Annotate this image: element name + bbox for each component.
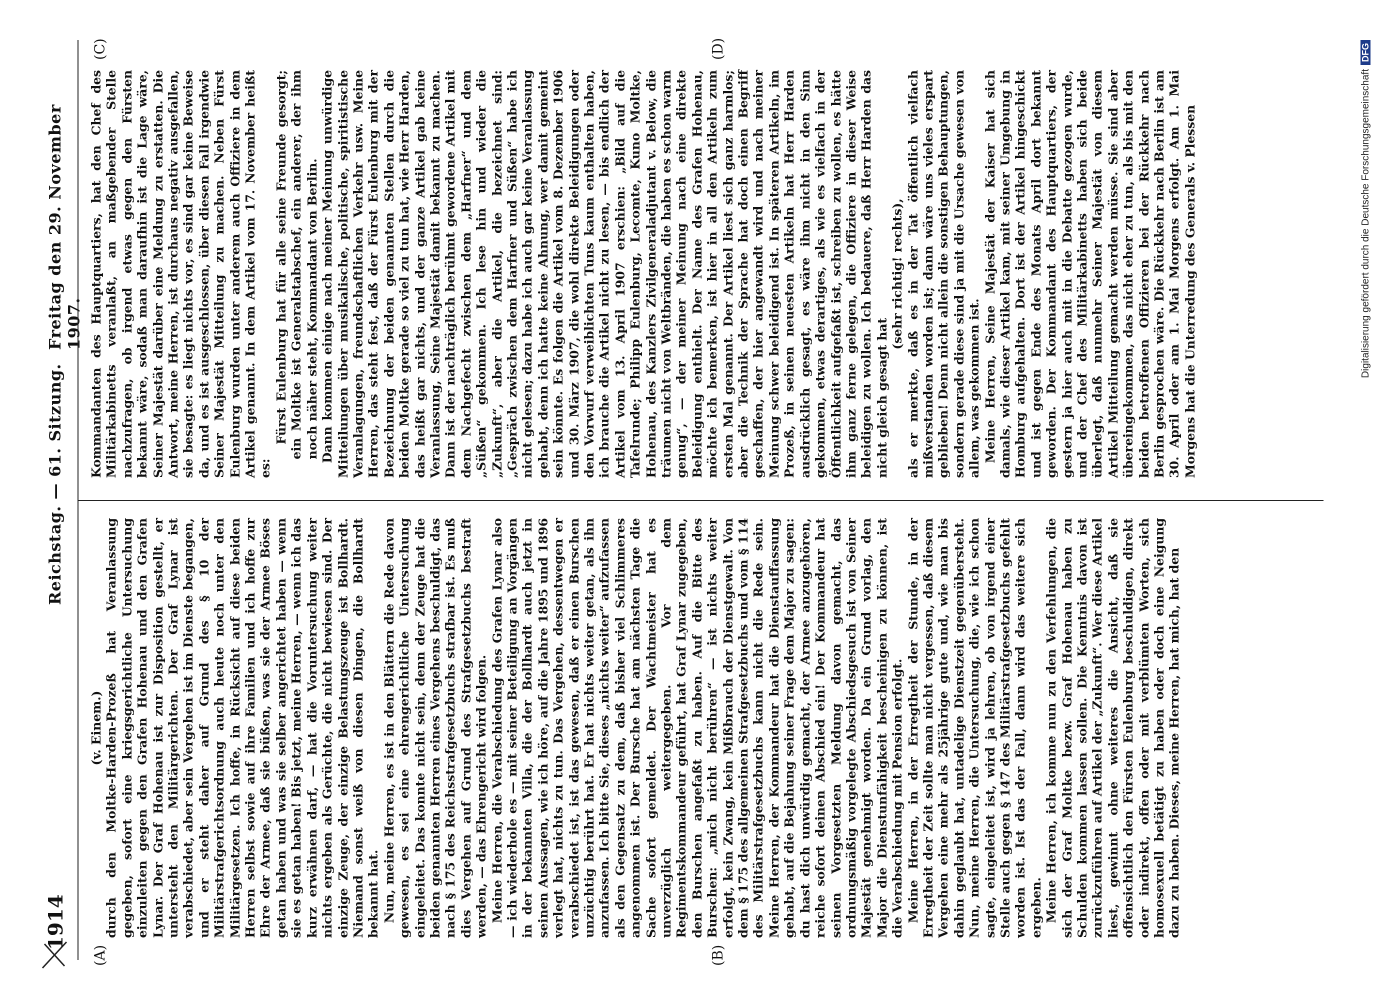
margin-marker-a: (A) <box>92 944 108 966</box>
margin-marker-d: (D) <box>710 37 726 60</box>
quotation: Fürst Eulenburg hat für alle seine Freunde gesorgt; ein Moltke ist Generalstabschef, ein anderer, der ihm noch näher steht, Kommandant von Berlin. <box>272 70 319 460</box>
column-divider <box>77 500 1323 501</box>
paragraph: Dann kommen einige nach meiner Meinung unwürdige Mitteilungen über musikalische, politische, spiritistische Veranlagungen, freundschaftlichen Verkehr usw. Meine Herren, das steht fest, daß der Fürst Eulenburg mit der Bezeichnung der beiden genannten Stellen durch die beiden Moltke gerade so viel zu tun hat, wie Herr Harden, das heißt gar nichts, und der ganze Artikel gab keine Veranlassung, Seine Majestät damit bekannt zu machen. Dann ist der nachträglich berühmt gewordene Artikel mit dem Nachgefecht zwischen dem „Harfner“ und dem „Süßen“ gekommen. Ich lese hin und wieder die „Zukunft“, aber die Artikel, die bezeichnet sind: „Gespräch zwischen dem Harfner und Süßen“ habe ich nicht gelesen; dazu habe ich auch gar keine Veranlassung gehabt, denn ich hatte keine Ahnung, wer damit gemeint sein könnte. Es folgen die Artikel vom 8. Dezember 1906 und 30. März 1907, die wohl direkte Beleidigungen oder den Vorwurf verweiblichten Tuns kaum enthalten haben, ich brauche die Artikel nicht zu lesen, — bis endlich der Artikel vom 13. April 1907 erschien: „Bild auf die Tafelrunde; Philipp Eulenburg, Lecomte, Kuno Moltke, Hohenau, des Kanzlers Zivilgeneraladjutant v. Below, die träumen nicht von Weltbränden, die haben es schon warm genug“, — der meiner Meinung nach eine direkte Beleidigung enthielt. Der Name des Grafen Hohenau, möchte ich bemerken, ist hier in all den Artikeln zum ersten Mal genannt. Der Artikel liest sich ganz harmlos; aber die Technik der Sprache hat doch einen Begriff geschaffen, der hier angewandt wird und nach meiner Meinung schwer beleidigend ist. In späteren Artikeln, im Prozeß, in seinen neuesten Artikeln hat Herr Harden ausdrücklich gesagt, es wäre ihm nicht in den Sinn gekommen, etwas derartiges, als wie es vielfach in der Öffentlichkeit aufgefaßt ist, schreiben zu wollen, es hätte ihm ganz ferne gelegen, die Offiziere in dieser Weise beleidigen zu wollen. Ich bedauere, daß Herr Harden das nicht gleich gesagt hat <box>319 70 889 478</box>
paragraph: als er merkte, daß es in der Tat öffentlich vielfach mißverstanden worden ist; dann wäre uns vieles erspart geblieben! Denn nicht allein die sonstigen Behauptungen, sondern gerade diese sind ja mit die Ursache gewesen von allem, was gekommen ist. <box>904 70 982 478</box>
paragraph: Meine Herren, in der Erregtheit der Stunde, in der Erregtheit der Zeit sollte man nicht vergessen, daß diesem Vergehen eine mehr als 25jährige gute und, wie man bis dahin geglaubt hat, untadelige Dienstzeit gegenübersteht. Nun, meine Herren, die Untersuchung, die, wie ich schon sagte, eingeleitet ist, wird ja lehren, ob von irgend einer Stelle auch gegen § 147 des Militärstrafgesetzbuchs gefehlt worden ist. Ist das der Fall, dann wird das weitere sich ergeben. <box>904 518 1043 938</box>
digitization-credit <box>1360 40 1371 378</box>
interjection: (sehr richtig! rechts), <box>889 198 905 350</box>
paragraph: Meine Herren, die Verabschiedung des Grafen Lynar also — ich wiederhole es — mit seiner Beteiligung an Vorgängen in der bekannten Villa, die der Bollhardt auch jetzt in seinen Aussagen, wie ich höre, auf die Jahre 1895 und 1896 verlegt hat, nichts zu tun. Das Vergehen, dessentwegen er verabschiedet ist, ist das gewesen, daß er einen Burschen unzüchtig berührt hat. Er hat nichts weiter getan, als ihn anzufassen. Ich bitte Sie, dieses „nichts weiter“ aufzufassen als den Gegensatz zu dem, daß bisher viel Schlimmeres angenommen ist. Der Bursche hat am nächsten Tage die Sache sofort gemeldet. Der Wachtmeister hat es unverzüglich weitergegeben. Vor dem Regimentskommandeur geführt, hat Graf Lynar zugegeben, den Burschen angefaßt zu haben. Auf die Bitte des Burschen: „mich nicht berühren“ — ist nichts weiter erfolgt, kein Zwang, kein Mißbrauch der Dienstgewalt. Von dem § 175 des allgemeinen Strafgesetzbuchs und vom § 114 des Militärstrafgesetzbuchs kann nicht die Rede sein. Meine Herren, der Kommandeur hat die Dienstauffassung gehabt, auf die Bejahung seiner Frage dem Major zu sagen: du hast dich unwürdig gemacht, der Armee anzugehören, reiche sofort deinen Abschied ein! Der Kommandeur hat seinen Vorgesetzten Meldung davon gemacht, das ordnungsmäßig vorgelegte Abschiedsgesuch ist von Seiner Majestät genehmigt worden. Da ein Grund vorlag, den Major die Dienstunfähigkeit bescheinigen zu können, ist die Verabschiedung mit Pension erfolgt. <box>488 518 905 938</box>
page-number: 1914 <box>43 894 67 950</box>
right-column <box>88 70 1197 478</box>
margin-marker-b: (B) <box>710 944 726 966</box>
left-column <box>88 518 1182 938</box>
paragraph: durch den Moltke-Harden-Prozeß hat Veranlassung gegeben, sofort eine kriegsgerichtliche Untersuchung einzuleiten gegen den Grafen Hohenau und den Grafen Lynar. Der Graf Hohenau ist zur Disposition gestellt, er untersteht den Militärgerichten. Der Graf Lynar ist verabschiedet, aber sein Vergehen ist im Dienste begangen, und er steht daher auf Grund des § 10 der Militärstrafgerichtsordnung auch heute noch unter den Militärgesetzen. Ich hoffe, in Rücksicht auf diese beiden Herren selbst sowie auf ihre Familien und ich hoffe zur Ehre der Armee, daß sie büßen, was sie der Armee Böses getan haben und was sie selber angerichtet haben — wenn sie es getan haben! Bis jetzt, meine Herren, — wenn ich das kurz erwähnen darf, — hat die Voruntersuchung weiter nichts ergeben als Gerüchte, die nicht bewiesen sind. Der einzige Zeuge, der einzige Belastungszeuge ist Bollhardt. Niemand sonst weiß von diesen Dingen, die Bollhardt bekannt hat. <box>103 518 381 938</box>
credit-text: Digitalisierung gefördert durch die Deutsche Forschungsgemeinschaft <box>1360 69 1371 379</box>
paragraph: Meine Herren, Seine Majestät der Kaiser hat sich damals, wie dieser Artikel kam, mit seiner Umgebung in Homburg aufgehalten. Dort ist der Artikel hingeschickt und ist gegen Ende des Monats April dort bekannt geworden. Der Kommandant des Hauptquartiers, der gestern ja hier auch mit in die Debatte gezogen wurde, und der Chef des Militärkabinetts haben sich beide überlegt, daß nunmehr Seiner Majestät von diesem Artikel Mitteilung gemacht werden müsse. Sie sind aber übereingekommen, das nicht eher zu tun, als bis mit den beiden betroffenen Offizieren bei der Rückkehr nach Berlin gesprochen wäre. Die Rückkehr nach Berlin ist am 30. April oder am 1. Mai Morgens erfolgt. Am 1. Mai Morgens hat die Unterredung des Generals v. Plessen <box>981 70 1197 478</box>
paragraph: Meine Herren, ich komme nun zu den Verfehlungen, die sich der Graf Moltke bezw. Graf Hohenau haben zu Schulden kommen lassen sollen. Die Kenntnis davon ist zurückzuführen auf Artikel der „Zukunft“. Wer diese Artikel liest, gewinnt ohne weiteres die Ansicht, daß sie offensichtlich den Fürsten Eulenburg beschuldigen, direkt oder indirekt, offen oder mit verblümten Worten, sich homosexuell betätigt zu haben oder doch eine Neigung dazu zu haben. Dieses, meine Herren, hat mich, hat den <box>1043 518 1182 938</box>
speaker-label: (v. Einem.) <box>88 690 103 766</box>
margin-marker-c: (C) <box>92 38 108 60</box>
dfg-logo: DFG <box>1360 40 1370 65</box>
page-header <box>43 50 83 950</box>
paragraph: Nun, meine Herren, es ist in den Blättern die Rede davon gewesen, es sei eine ehrengerichtliche Untersuchung eingeleitet. Das konnte nicht sein, denn der Zeuge hat die beiden genannten Herren eines Vergehens beschuldigt, das nach § 175 des Reichsstrafgesetzbuchs strafbar ist. Es muß dies Vergehen auf Grund des Strafgesetzbuchs bestraft werden, — das Ehrengericht wird folgen. <box>380 518 489 938</box>
paragraph: Kommandanten des Hauptquartiers, hat den Chef des Militärkabinetts veranlaßt, an maßgebender Stelle nachzufragen, ob irgend etwas gegen den Fürsten bekannt wäre, sodaß man daraufhin ist die Lage wäre, Seiner Majestät darüber eine Meldung zu erstatten. Die Antwort, meine Herren, ist durchaus negativ ausgefallen, sie besagte: es liegt nichts vor, es sind gar keine Beweise da, und es ist ausgeschlossen, über diesen Fall irgendwie Seiner Majestät Mitteilung zu machen. Neben Fürst Eulenburg wurden unter anderem auch Offiziere in dem Artikel genannt. In dem Artikel vom 17. November heißt es: <box>88 70 273 478</box>
session-date: Freitag den 29. November 1907. <box>45 104 83 350</box>
session-title: Reichstag. — 61. Sitzung. <box>45 363 64 605</box>
